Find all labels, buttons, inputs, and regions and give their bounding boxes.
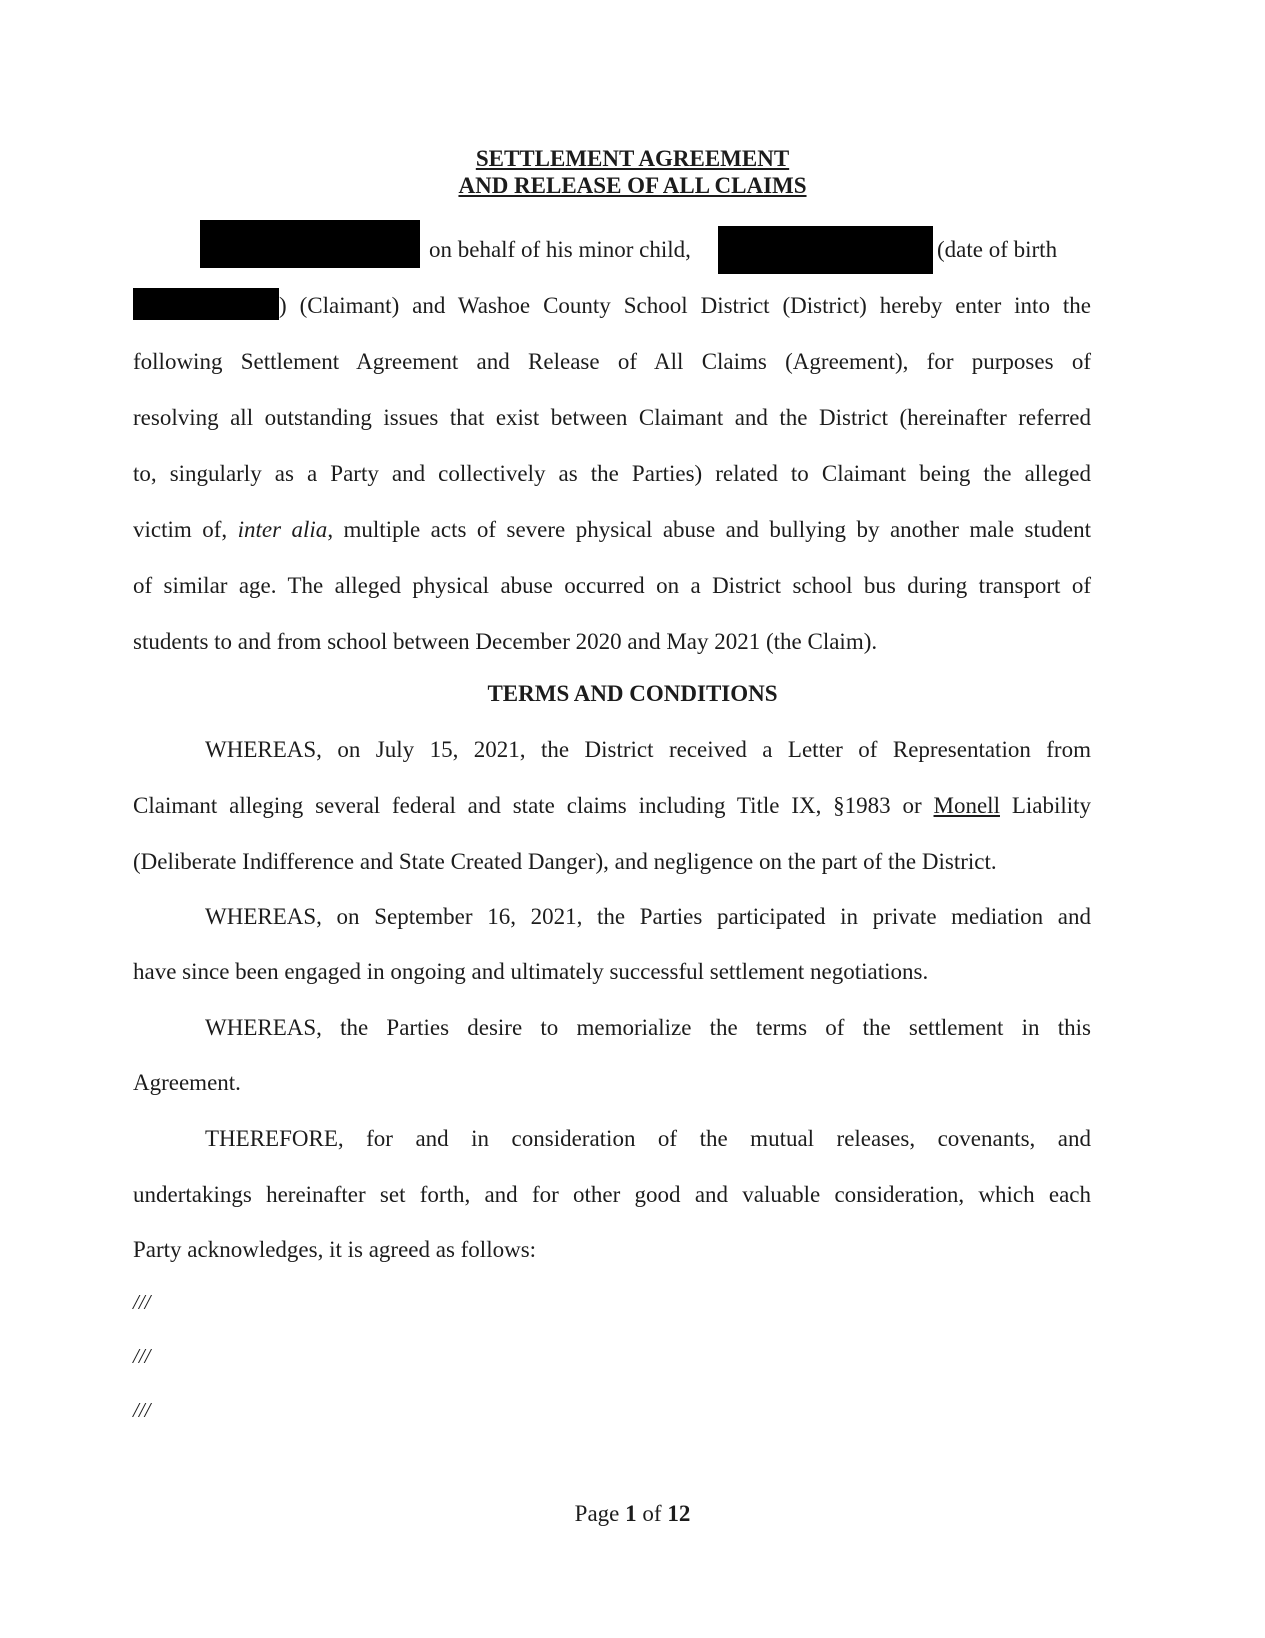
whereas1-line-2 (133, 792, 1091, 820)
redaction-block (718, 226, 933, 274)
intro-line-7: of similar age. The alleged physical abuse occurred on a District school bus during transport of (133, 573, 1091, 598)
continuation-marker: /// (133, 1290, 151, 1314)
continuation-marker: /// (133, 1344, 151, 1368)
whereas2-line-2: have since been engaged in ongoing and ultimately successful settlement negotiations. (133, 959, 929, 984)
whereas3-line-2: Agreement. (133, 1070, 241, 1095)
page-of-label: of (642, 1501, 662, 1526)
intro-segment-3: ) (Claimant) and Washoe County School District (District) hereby enter into the (279, 293, 1091, 318)
page-label: Page (574, 1501, 620, 1526)
whereas1-line-3: (Deliberate Indifference and State Created Danger), and negligence on the part of the District. (133, 849, 997, 874)
page-footer (0, 1500, 1265, 1528)
redaction-block (200, 220, 420, 268)
terms-heading: TERMS AND CONDITIONS (487, 681, 778, 706)
intro-segment-1: on behalf of his minor child, (429, 237, 691, 262)
intro-line-6-post: , multiple acts of severe physical abuse and bullying by another male student (327, 517, 1091, 542)
intro-line-6 (133, 516, 1091, 544)
intro-line-6-pre: victim of, (133, 517, 228, 542)
intro-line-5: to, singularly as a Party and collectively as the Parties) related to Claimant being the alleged (133, 461, 1091, 486)
therefore-line-1: THEREFORE, for and in consideration of the mutual releases, covenants, and (205, 1126, 1091, 1151)
whereas1-line-2-pre: Claimant alleging several federal and state claims including Title IX, §1983 or (133, 793, 922, 818)
intro-line-4: resolving all outstanding issues that exist between Claimant and the District (hereinafter referred (133, 405, 1091, 430)
intro-segment-2: (date of birth (937, 237, 1058, 262)
intro-line-8: students to and from school between December 2020 and May 2021 (the Claim). (133, 629, 878, 654)
intro-line-3: following Settlement Agreement and Release of All Claims (Agreement), for purposes of (133, 349, 1091, 374)
redaction-block (133, 288, 279, 320)
whereas1-line-2-post: Liability (1011, 793, 1092, 818)
document-title-line1: SETTLEMENT AGREEMENT (475, 146, 790, 171)
whereas2-line-1: WHEREAS, on September 16, 2021, the Parties participated in private mediation and (205, 904, 1091, 929)
page-number: 1 (625, 1501, 637, 1526)
page-total: 12 (667, 1501, 691, 1526)
whereas3-line-1: WHEREAS, the Parties desire to memorialize the terms of the settlement in this (205, 1015, 1091, 1040)
intro-line-6-emphasis: inter alia (237, 517, 328, 542)
monell-reference: Monell (933, 793, 1000, 818)
whereas1-line-1: WHEREAS, on July 15, 2021, the District received a Letter of Representation from (205, 737, 1091, 762)
document-title-line2: AND RELEASE OF ALL CLAIMS (458, 173, 807, 198)
therefore-line-2: undertakings hereinafter set forth, and for other good and valuable consideration, which each (133, 1182, 1091, 1207)
continuation-marker: /// (133, 1398, 151, 1422)
therefore-line-3: Party acknowledges, it is agreed as follows: (133, 1237, 537, 1262)
